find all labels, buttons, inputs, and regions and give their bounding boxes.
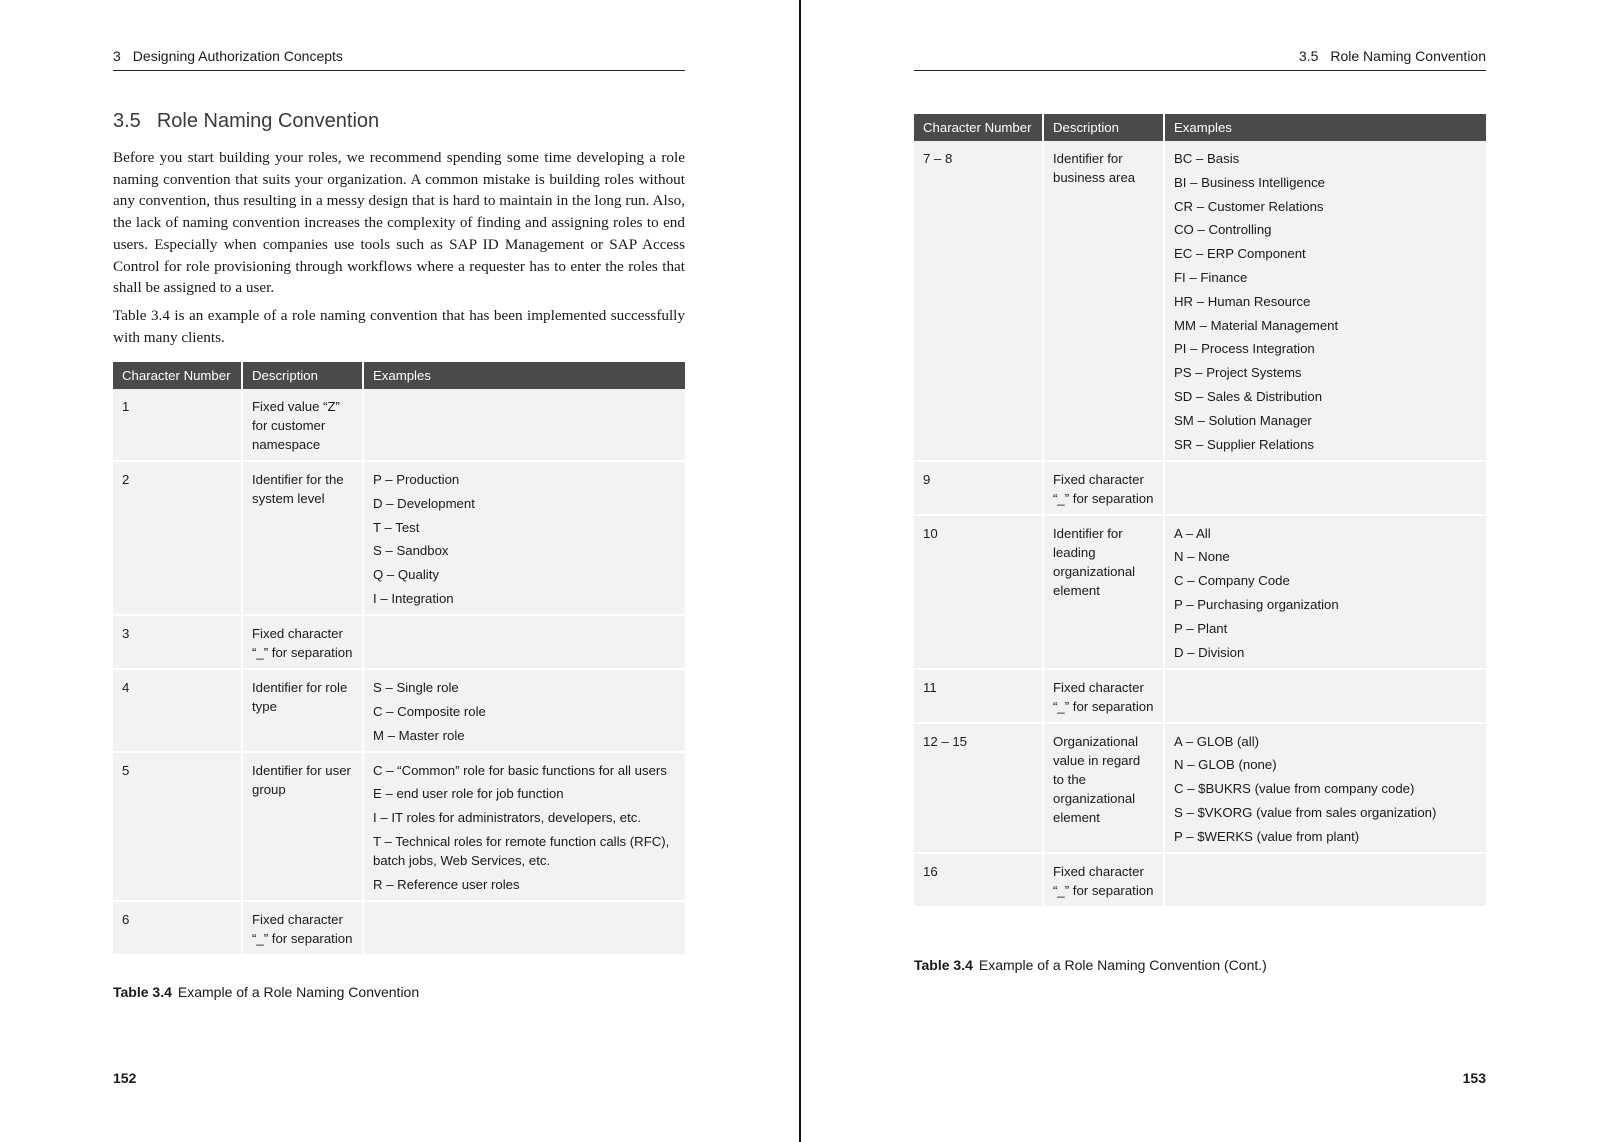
example-item: S – Single role: [373, 679, 459, 695]
table-caption: [113, 982, 419, 1002]
character-number-cell: 3: [113, 614, 241, 668]
caption-label: Table 3.4: [914, 957, 973, 973]
description-cell: Fixed character “_” for separation: [241, 900, 362, 954]
character-number-cell: 2: [113, 460, 241, 614]
description-cell: Fixed character “_” for separation: [1042, 460, 1163, 514]
example-item: P – Production: [373, 472, 460, 487]
example-item: SM – Solution Manager: [1174, 412, 1312, 428]
running-header: [914, 46, 1486, 71]
example-item: PS – Project Systems: [1174, 365, 1302, 381]
example-item: SR – Supplier Relations: [1174, 436, 1315, 452]
description-cell: Identifier for role type: [241, 668, 362, 751]
page-number: 153: [1462, 1070, 1486, 1086]
examples-cell: [362, 751, 685, 900]
character-number-cell: 10: [914, 514, 1042, 668]
description-cell: Identifier for leading organizational element: [1042, 514, 1163, 668]
examples-cell: [1163, 460, 1486, 514]
example-item: FI – Finance: [1174, 269, 1248, 285]
character-number-cell: 11: [914, 668, 1042, 722]
chapter-title: Designing Authorization Concepts: [132, 48, 343, 64]
example-item: R – Reference user roles: [373, 876, 520, 892]
example-item: P – $WERKS (value from plant): [1174, 828, 1360, 844]
table-row: [113, 614, 685, 668]
example-item: EC – ERP Component: [1174, 246, 1306, 262]
column-header: Description: [1042, 114, 1163, 141]
character-number-cell: 1: [113, 389, 241, 460]
examples-cell: [1163, 668, 1486, 722]
example-item: P – Plant: [1174, 620, 1228, 636]
example-item: E – end user role for job function: [373, 786, 564, 802]
example-item: I – Integration: [373, 590, 454, 606]
table-row: [113, 668, 685, 751]
running-header: [113, 46, 685, 71]
table-row: [914, 668, 1486, 722]
character-number-cell: 5: [113, 751, 241, 900]
chapter-number: 3: [113, 48, 121, 64]
example-item: CO – Controlling: [1174, 222, 1272, 238]
example-item: T – Technical roles for remote function calls (RFC), batch jobs, Web Services, etc.: [373, 833, 670, 868]
character-number-cell: 9: [914, 460, 1042, 514]
description-cell: Fixed value “Z” for customer namespace: [241, 389, 362, 460]
description-cell: Identifier for business area: [1042, 141, 1163, 460]
column-header: Character Number: [113, 362, 241, 389]
character-number-cell: 16: [914, 852, 1042, 906]
table-row: [914, 460, 1486, 514]
example-item: C – Composite role: [373, 703, 486, 719]
section-title-text: Role Naming Convention: [1330, 48, 1486, 64]
table-row: [113, 900, 685, 954]
example-item: P – Purchasing organization: [1174, 596, 1339, 612]
column-header: Examples: [362, 362, 685, 389]
caption-text: Example of a Role Naming Convention: [177, 984, 420, 1000]
example-item: CR – Customer Relations: [1174, 198, 1324, 214]
caption-text: Example of a Role Naming Convention (Cont.): [978, 957, 1267, 973]
example-item: HR – Human Resource: [1174, 293, 1311, 309]
table-row: [914, 722, 1486, 852]
body-paragraph: Before you start building your roles, we recommend spending some time developing a role naming convention that suits your organization. A common mistake is building roles without any convention, thus resulting in a messy design that is hard to maintain in the long run. Also, the lack of naming convention increases the complexity of finding and assigning roles to end users. Especially when companies use tools such as SAP ID Management or SAP Access Control for role provisioning through workflows where a requester has to enter the roles that shall be assigned to a user.: [113, 149, 685, 297]
examples-cell: [362, 460, 685, 614]
example-item: N – None: [1174, 549, 1230, 565]
character-number-cell: 12 – 15: [914, 722, 1042, 852]
description-cell: Organizational value in regard to the organizational element: [1042, 722, 1163, 852]
table-row: [914, 514, 1486, 668]
column-header: Character Number: [914, 114, 1042, 141]
examples-cell: [362, 614, 685, 668]
section-title-text: Role Naming Convention: [156, 110, 380, 132]
caption-label: Table 3.4: [113, 984, 172, 1000]
example-item: M – Master role: [373, 727, 465, 743]
example-item: S – Sandbox: [373, 543, 449, 559]
example-item: D – Division: [1174, 644, 1245, 660]
description-cell: Fixed character “_” for separation: [1042, 852, 1163, 906]
examples-cell: [362, 668, 685, 751]
example-item: A – GLOB (all): [1174, 733, 1260, 749]
examples-cell: [362, 900, 685, 954]
example-item: C – Company Code: [1174, 573, 1290, 589]
examples-cell: [1163, 722, 1486, 852]
examples-cell: [1163, 141, 1486, 460]
examples-cell: [362, 389, 685, 460]
examples-cell: [1163, 852, 1486, 906]
description-cell: Identifier for the system level: [241, 460, 362, 614]
example-item: SD – Sales & Distribution: [1174, 388, 1323, 404]
description-cell: Fixed character “_” for separation: [241, 614, 362, 668]
character-number-cell: 7 – 8: [914, 141, 1042, 460]
table-header-row: [914, 114, 1486, 141]
body-paragraph: Table 3.4 is an example of a role naming convention that has been implemented successfully with many clients.: [113, 307, 685, 346]
table-header-row: [113, 362, 685, 389]
character-number-cell: 6: [113, 900, 241, 954]
example-item: MM – Material Management: [1174, 317, 1339, 333]
table-row: [914, 141, 1486, 460]
right-page: [801, 0, 1600, 1142]
example-item: C – “Common” role for basic functions for all users: [373, 762, 667, 778]
column-header: Examples: [1163, 114, 1486, 141]
naming-convention-table: [113, 362, 685, 954]
description-cell: Identifier for user group: [241, 751, 362, 900]
example-item: D – Development: [373, 495, 475, 511]
column-header: Description: [241, 362, 362, 389]
page-number: 152: [113, 1070, 137, 1086]
character-number-cell: 4: [113, 668, 241, 751]
example-item: PI – Process Integration: [1174, 341, 1315, 357]
example-item: BC – Basis: [1174, 151, 1240, 166]
example-item: N – GLOB (none): [1174, 757, 1277, 773]
examples-cell: [1163, 514, 1486, 668]
section-number: 3.5: [113, 110, 141, 132]
example-item: Q – Quality: [373, 567, 439, 583]
example-item: BI – Business Intelligence: [1174, 174, 1326, 190]
example-item: S – $VKORG (value from sales organization): [1174, 804, 1437, 820]
example-item: I – IT roles for administrators, developers, etc.: [373, 810, 642, 826]
section-number: 3.5: [1298, 48, 1319, 64]
table-row: [113, 389, 685, 460]
section-title: [113, 108, 379, 134]
example-item: A – All: [1174, 525, 1211, 541]
example-item: T – Test: [373, 519, 420, 535]
table-caption: [914, 955, 1267, 975]
table-row: [113, 460, 685, 614]
left-page: [0, 0, 799, 1142]
description-cell: Fixed character “_” for separation: [1042, 668, 1163, 722]
table-row: [914, 852, 1486, 906]
naming-convention-table-continued: [914, 114, 1486, 906]
table-row: [113, 751, 685, 900]
example-item: C – $BUKRS (value from company code): [1174, 781, 1415, 797]
